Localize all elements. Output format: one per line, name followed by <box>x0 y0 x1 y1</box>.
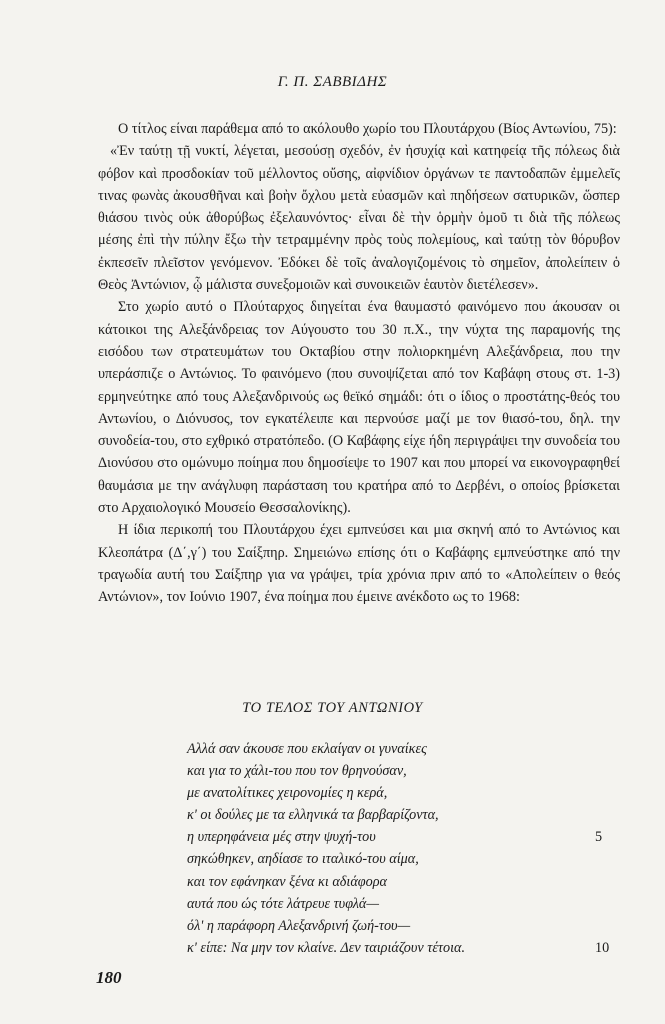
poem-line: η υπερηφάνεια μές στην ψυχή-του 5 <box>187 826 607 848</box>
page-number: 180 <box>96 968 122 987</box>
poem-line: και για το χάλι-του που τον θρηνούσαν, <box>187 763 407 780</box>
poem-line: Αλλά σαν άκουσε που εκλαίγαν οι γυναίκες <box>187 741 427 757</box>
paragraph-commentary: Στο χωρίο αυτό ο Πλούταρχος διηγείται ένα θαυμαστό φαινόμενο που άκουσαν οι κάτοικοι της Αλεξάνδρειας τον Αύγουστο του 30 π.Χ., την νύχτα της παραμονής της εισόδου των στρατευμάτων του Οκταβίου στην πολιορκημένη Αλεξάνδρεια, που την υπεράσπιζε ο Αντώνιος. Το φαινόμενο (που συνοψίζεται από τον Καβάφη στους στ. 1-3) ερμηνεύτηκε από τους Αλεξανδρινούς ως θεϊκό σημάδι: ότι ο ίδιος ο προστάτης-θεός του Αντωνίου, ο Διόνυσος, τον εγκατέλειπε και περνούσε μαζί με τον θιασό-του, δηλ. την συνοδεία-του, στο εχθρικό στρατόπεδο. (Ο Καβάφης είχε ήδη περιγράψει την συνοδεία του Διονύσου στο ομώνυμο ποίημα που δημοσίεψε το 1907 και που μπορεί να εικονογραφηθεί θαυμάσια με την ανάγλυφη παράσταση του κρατήρα από το Δερβένι, ο οποίος βρίσκεται στο Αρχαιολογικό Μουσείο Θεσσαλονίκης). <box>98 299 620 517</box>
poem-line: και τον εφάνηκαν ξένα κι αδιάφορα <box>187 873 387 890</box>
line-number: 5 <box>595 829 603 846</box>
paragraph-shakespeare: Η ίδια περικοπή του Πλουτάρχου έχει εμπνεύσει και μια σκηνή από το Αντώνιος και Κλεοπάτρα (Δ΄,γ΄) του Σαίξπηρ. Σημειώνω επίσης ότι ο Καβάφης εμπνεύστηκε από την τραγωδία αυτή του Σαίξπηρ για να γράψει, τρία χρόνια πριν από το «Απολείπειν ο θεός Αντώνιον», τον Ιούνιο 1907, ένα ποίημα που έμεινε ανέκδοτο ως το 1968: <box>98 522 620 606</box>
poem-line: σηκώθηκεν, αηδίασε το ιταλικό-του αίμα, <box>187 851 419 868</box>
poem <box>187 738 610 959</box>
poem-title: ΤΟ ΤΕΛΟΣ ΤΟΥ ΑΝΤΩΝΙΟΥ <box>242 700 423 716</box>
poem-line: κ' είπε: Να μην τον κλαίνε. Δεν ταιριάζουν τέτοια. 10 <box>187 937 607 959</box>
poem-line: αυτά που ώς τότε λάτρευε τυφλά— <box>187 895 379 912</box>
paragraph-plutarch-quote: «Ἐν ταύτῃ τῇ νυκτί, λέγεται, μεσούσῃ σχεδόν, ἐν ἡσυχίᾳ καὶ κατηφείᾳ τῆς πόλεως διὰ φόβον καὶ προσδοκίαν τοῦ μέλλοντος οὔσης, αἰφνίδιον ὀργάνων τε παντοδαπῶν ἐμμελεῖς τινας φωνὰς ἀκουσθῆναι καὶ βοὴν ὄχλου μετὰ εὐασμῶν καὶ πηδήσεων σατυρικῶν, ὥσπερ θιάσου τινὸς οὐκ ἀθορύβως ἐξελαυνόντος· εἶναι δὲ τὴν ὁρμὴν ὁμοῦ τι διὰ τῆς πόλεως μέσης ἐπὶ τὴν πύλην ἔξω τὴν τετραμμένην πρὸς τοὺς πολεμίους, καὶ ταύτῃ τὸν θόρυβον ἐκπεσεῖν πλεῖστον γενόμενον. Ἐδόκει δὲ τοῖς ἀναλογιζομένοις τὸ σημεῖον, ἀπολείπειν ὁ Θεὸς Ἀντώνιον, ᾧ μάλιστα συνεξομοιῶν καὶ συνοικειῶν ἑαυτὸν διετέλεσεν». <box>98 143 620 294</box>
poem-line: κ' οι δούλες με τα ελληνικά τα βαρβαρίζοντα, <box>187 807 439 824</box>
paragraph-intro: Ο τίτλος είναι παράθεμα από το ακόλουθο χωρίο του Πλουτάρχου (Βίος Αντωνίου, 75): <box>118 121 617 137</box>
poem-line: όλ' η παράφορη Αλεξανδρινή ζωή-του— <box>187 917 411 934</box>
line-number: 10 <box>595 939 610 956</box>
running-header: Γ. Π. ΣΑΒΒΙΔΗΣ <box>277 74 388 90</box>
poem-line: με ανατολίτικες χειρονομίες η κερά, <box>187 785 388 802</box>
body-text <box>98 118 620 609</box>
